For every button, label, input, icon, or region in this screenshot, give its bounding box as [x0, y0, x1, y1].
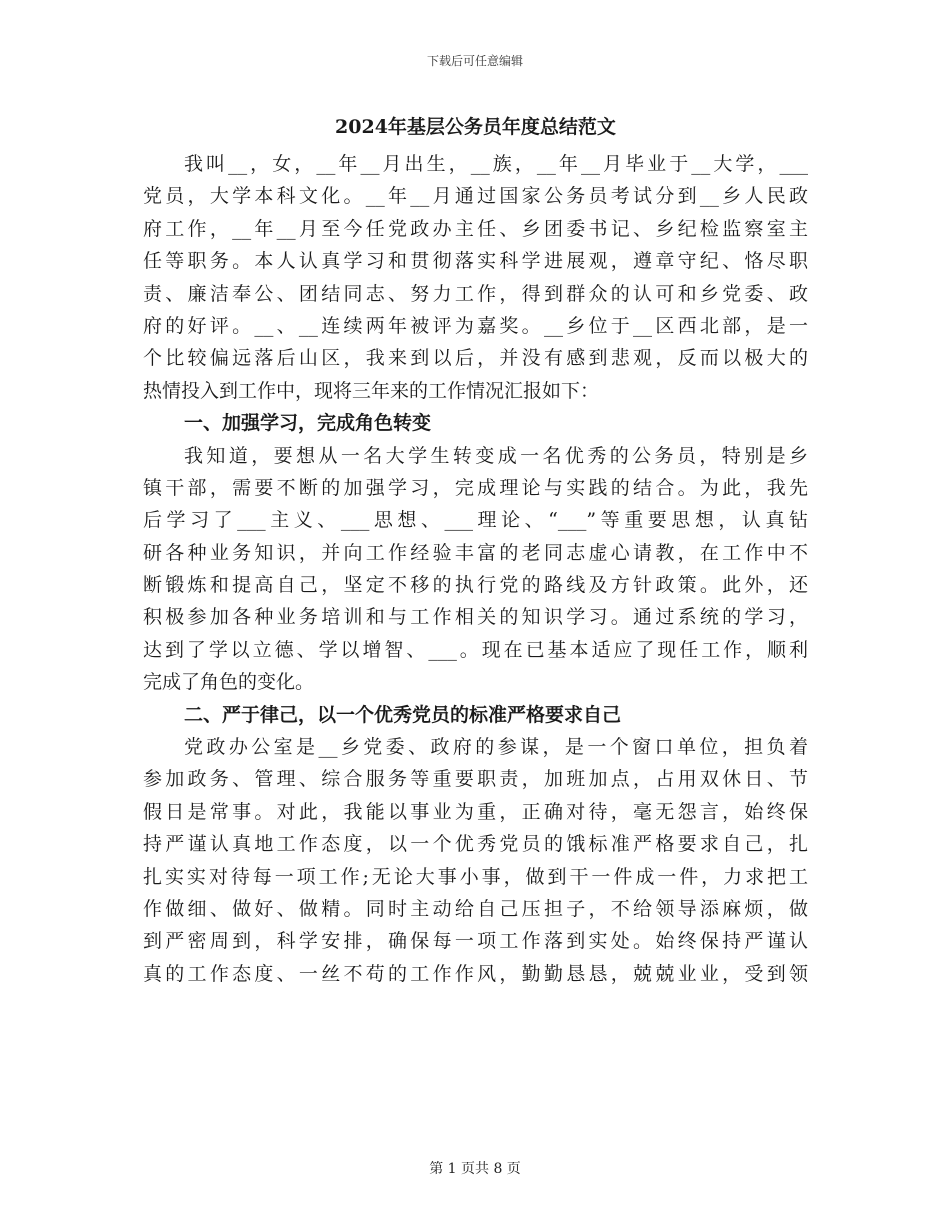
text-line: 我知道，要想从一名大学生转变成一名优秀的公务员，特别是乡 — [184, 444, 808, 467]
text-line: 热情投入到工作中，现将三年来的工作情况汇报如下： — [143, 379, 600, 402]
text-line: 后学习了___主义、___思想、___理论、“___”等重要思想，认真钻 — [143, 509, 808, 532]
text-line: 积极参加各种业务培训和与工作相关的知识学习。通过系统的学习， — [143, 606, 808, 629]
text-line: 持严谨认真地工作态度，以一个优秀党员的饿标准严格要求自己，扎 — [143, 833, 808, 856]
document-page — [143, 110, 808, 990]
text-line: 作做细、做好、做精。同时主动给自己压担子，不给领导添麻烦，做 — [143, 897, 808, 920]
text-line: 责、廉洁奉公、团结同志、努力工作，得到群众的认可和乡党委、政 — [143, 282, 808, 305]
text-line: 到严密周到，科学安排，确保每一项工作落到实处。始终保持严谨认 — [143, 930, 808, 953]
text-line: 达到了学以立德、学以增智、___。现在已基本适应了现任工作，顺利 — [143, 638, 808, 661]
text-line: 研各种业务知识，并向工作经验丰富的老同志虚心请教，在工作中不 — [143, 541, 808, 564]
header-note: 下载后可任意编辑 — [426, 54, 523, 68]
section-heading: 一、加强学习，完成角色转变 — [184, 412, 432, 435]
text-line: 府的好评。__、__连续两年被评为嘉奖。__乡位于__区西北部，是一 — [143, 314, 808, 337]
text-line: 我叫__，女，__年__月出生，__族，__年__月毕业于__大学，___ — [184, 153, 808, 175]
document-title: 2024年基层公务员年度总结范文 — [335, 116, 616, 138]
text-line: 个比较偏远落后山区，我来到以后，并没有感到悲观，反而以极大的 — [143, 347, 808, 370]
document-body — [143, 148, 808, 990]
text-line: 府工作，__年__月至今任党政办主任、乡团委书记、乡纪检监察室主 — [143, 217, 808, 240]
text-line: 党员，大学本科文化。__年__月通过国家公务员考试分到__乡人民政 — [143, 185, 808, 208]
section-heading: 二、严于律己，以一个优秀党员的标准严格要求自己 — [184, 703, 622, 726]
text-line: 任等职务。本人认真学习和贯彻落实科学进展观，遵章守纪、恪尽职 — [143, 250, 808, 273]
text-line: 镇干部，需要不断的加强学习，完成理论与实践的结合。为此，我先 — [143, 476, 808, 499]
text-line: 参加政务、管理、综合服务等重要职责，加班加点，占用双休日、节 — [143, 768, 808, 791]
text-line: 断锻炼和提高自己，坚定不移的执行党的路线及方针政策。此外，还 — [143, 574, 808, 597]
page-indicator: 第 1 页共 8 页 — [429, 1161, 521, 1177]
text-line: 党政办公室是__乡党委、政府的参谋，是一个窗口单位，担负着 — [184, 736, 808, 759]
text-line: 完成了角色的变化。 — [143, 671, 315, 694]
text-line: 假日是常事。对此，我能以事业为重，正确对待，毫无怨言，始终保 — [143, 800, 808, 823]
text-line: 扎实实对待每一项工作;无论大事小事，做到干一件成一件，力求把工 — [143, 865, 808, 888]
text-line: 真的工作态度、一丝不苟的工作作风，勤勤恳恳，兢兢业业，受到领 — [143, 962, 808, 985]
